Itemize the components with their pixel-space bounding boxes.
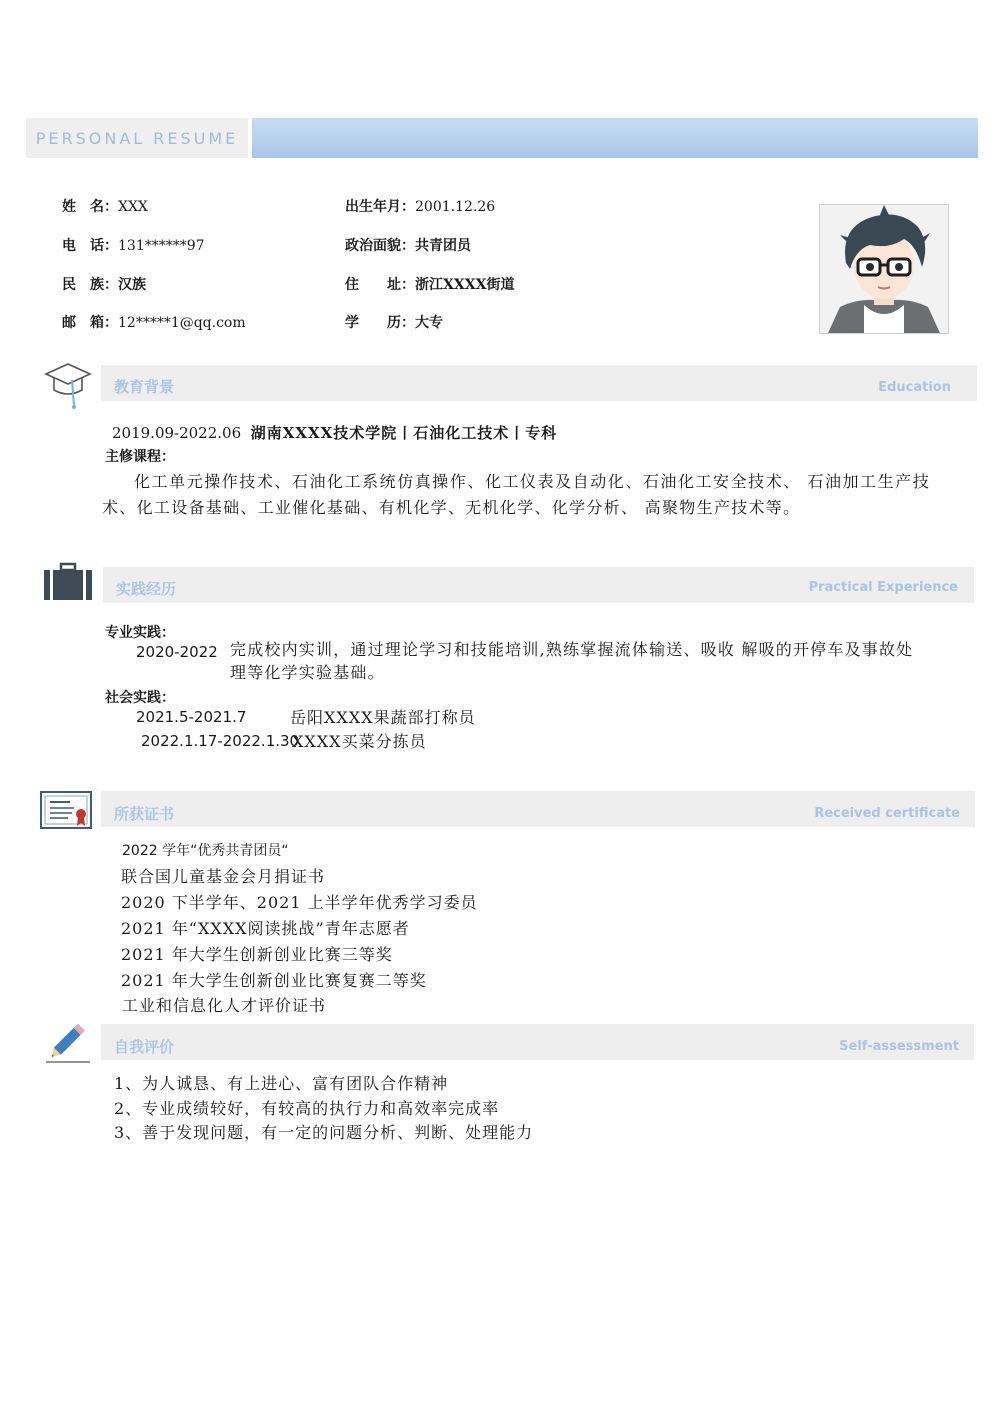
info-politics: 政治面貌：共青团员 — [345, 238, 471, 254]
avatar-portrait-icon — [820, 205, 948, 333]
courses-label: 主修课程： — [105, 449, 175, 465]
self-item: 1、为人诚恳、有上进心、富有团队合作精神 — [114, 1074, 449, 1093]
certificate-item: 2020 下半学年、2021 上半学年优秀学习委员 — [121, 893, 478, 912]
info-birth: 出生年月：2001.12.26 — [345, 199, 496, 215]
social-practice-desc: XXXX买菜分拣员 — [292, 732, 427, 751]
social-practice-label: 社会实践： — [105, 690, 175, 706]
education-section-title: 教育背景 — [114, 378, 175, 396]
info-phone: 电 话：131******97 — [62, 238, 205, 254]
pro-practice-desc: 完成校内实训，通过理论学习和技能培训,熟练掌握流体输送、吸收 解吸的开停车及事故处理等化学实验基础。 — [230, 640, 914, 682]
certificate-icon — [40, 790, 92, 830]
info-name: 姓 名：XXX — [62, 199, 148, 215]
certificate-item: 2021 年大学生创新创业比赛复赛二等奖 — [121, 971, 427, 990]
social-practice-period: 2021.5-2021.7 — [136, 708, 247, 726]
info-ethnic: 民 族：汉族 — [62, 277, 146, 293]
resume-header-bar — [252, 118, 978, 158]
social-practice-desc: 岳阳XXXX果蔬部打称员 — [290, 708, 476, 727]
graduation-cap-icon — [42, 358, 94, 410]
info-edu: 学 历：大专 — [345, 315, 443, 331]
education-school: 湖南XXXX技术学院丨石油化工技术丨专科 — [250, 424, 558, 442]
self-section-title: 自我评价 — [114, 1038, 175, 1056]
education-period-line — [112, 422, 557, 443]
pro-practice-period: 2020-2022 — [136, 643, 218, 661]
avatar — [819, 204, 949, 334]
certificate-item: 2022 学年“优秀共青团员“ — [122, 843, 289, 859]
certificates-section-title-en: Received certificate — [814, 806, 960, 821]
info-address: 住 址：浙江XXXX街道 — [345, 277, 515, 293]
social-practice-period: 2022.1.17-2022.1.30 — [141, 732, 300, 750]
briefcase-icon — [43, 562, 93, 602]
education-section-title-en: Education — [878, 380, 951, 395]
certificate-item: 工业和信息化人才评价证书 — [122, 996, 327, 1015]
self-item: 2、专业成绩较好，有较高的执行力和高效率完成率 — [114, 1099, 500, 1118]
self-section-title-en: Self-assessment — [839, 1039, 959, 1054]
education-period: 2019.09-2022.06 — [112, 424, 242, 442]
certificate-item: 联合国儿童基金会月捐证书 — [121, 867, 326, 886]
practice-section-title-en: Practical Experience — [808, 580, 958, 595]
certificate-item: 2021 年大学生创新创业比赛三等奖 — [121, 945, 393, 964]
certificate-item: 2021 年“XXXX阅读挑战”青年志愿者 — [121, 919, 410, 938]
self-item: 3、善于发现问题，有一定的问题分析、判断、处理能力 — [114, 1123, 534, 1142]
pro-practice-label: 专业实践： — [105, 625, 175, 641]
practice-section-title: 实践经历 — [116, 580, 177, 598]
info-email: 邮 箱：12*****1@qq.com — [62, 315, 246, 331]
resume-header-label — [26, 118, 248, 158]
certificates-section-title: 所获证书 — [114, 805, 175, 823]
courses-text: 化工单元操作技术、石油化工系统仿真操作、化工仪表及自动化、石油化工安全技术、 石油加工生产技术、化工设备基础、工业催化基础、有机化学、无机化学、化学分析、 高聚物生产技术等。 — [102, 472, 930, 517]
pencil-icon — [44, 1018, 92, 1064]
resume-header-title: PERSONAL RESUME — [35, 128, 239, 148]
